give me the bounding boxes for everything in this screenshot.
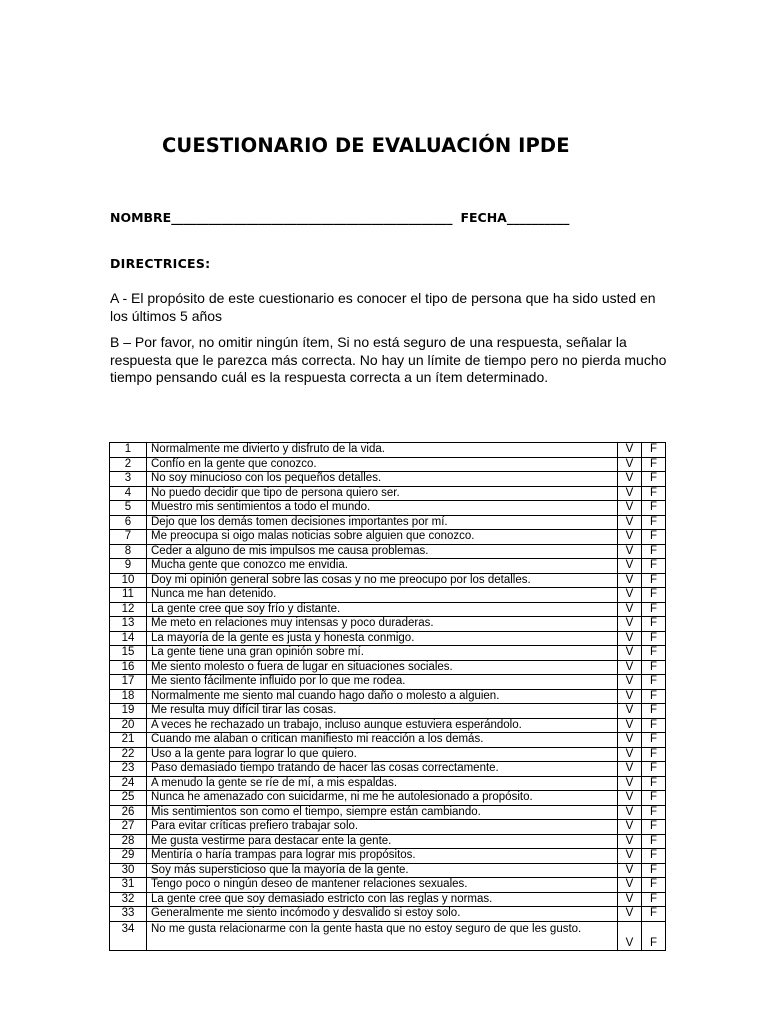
false-option[interactable]: F: [642, 762, 666, 777]
item-number: 11: [110, 588, 147, 603]
table-row: [110, 878, 666, 893]
table-row: [110, 820, 666, 835]
true-option[interactable]: V: [618, 718, 642, 733]
table-row: [110, 602, 666, 617]
item-text: Soy más supersticioso que la mayoría de la gente.: [147, 863, 618, 878]
table-row: [110, 631, 666, 646]
item-text: La mayoría de la gente es justa y honesta conmigo.: [147, 631, 618, 646]
table-row: [110, 907, 666, 922]
item-number: 26: [110, 805, 147, 820]
table-row: [110, 457, 666, 472]
false-option[interactable]: F: [642, 443, 666, 458]
item-number: 19: [110, 704, 147, 719]
false-option[interactable]: F: [642, 675, 666, 690]
item-text: Me preocupa si oigo malas noticias sobre alguien que conozco.: [147, 530, 618, 545]
false-option[interactable]: F: [642, 921, 666, 950]
item-number: 7: [110, 530, 147, 545]
item-text: Generalmente me siento incómodo y desvalido si estoy solo.: [147, 907, 618, 922]
table-row: [110, 921, 666, 950]
questionnaire-table-body: [110, 443, 666, 951]
item-number: 12: [110, 602, 147, 617]
true-option[interactable]: V: [618, 588, 642, 603]
questionnaire-table: [109, 442, 666, 951]
true-option[interactable]: V: [618, 834, 642, 849]
item-text: A veces he rechazado un trabajo, incluso aunque estuviera esperándolo.: [147, 718, 618, 733]
table-row: [110, 544, 666, 559]
item-number: 27: [110, 820, 147, 835]
true-option[interactable]: V: [618, 443, 642, 458]
false-option[interactable]: F: [642, 501, 666, 516]
true-option[interactable]: V: [618, 457, 642, 472]
item-text: A menudo la gente se ríe de mí, a mis espaldas.: [147, 776, 618, 791]
item-text: No me gusta relacionarme con la gente hasta que no estoy seguro de que les gusto.: [147, 921, 618, 950]
item-text: No soy minucioso con los pequeños detalles.: [147, 472, 618, 487]
true-option[interactable]: V: [618, 631, 642, 646]
item-number: 22: [110, 747, 147, 762]
table-row: [110, 718, 666, 733]
item-number: 4: [110, 486, 147, 501]
item-text: Tengo poco o ningún deseo de mantener relaciones sexuales.: [147, 878, 618, 893]
false-option[interactable]: F: [642, 617, 666, 632]
false-option[interactable]: F: [642, 849, 666, 864]
item-text: Nunca me han detenido.: [147, 588, 618, 603]
item-text: Mis sentimientos son como el tiempo, siempre están cambiando.: [147, 805, 618, 820]
item-text: Cuando me alaban o critican manifiesto mi reacción a los demás.: [147, 733, 618, 748]
true-option[interactable]: V: [618, 501, 642, 516]
item-number: 18: [110, 689, 147, 704]
true-option[interactable]: V: [618, 820, 642, 835]
false-option[interactable]: F: [642, 486, 666, 501]
false-option[interactable]: F: [642, 530, 666, 545]
true-option[interactable]: V: [618, 776, 642, 791]
directives-heading: DIRECTRICES:: [110, 256, 211, 271]
table-row: [110, 733, 666, 748]
true-option[interactable]: V: [618, 515, 642, 530]
item-text: Ceder a alguno de mis impulsos me causa problemas.: [147, 544, 618, 559]
table-row: [110, 849, 666, 864]
item-number: 1: [110, 443, 147, 458]
false-option[interactable]: F: [642, 544, 666, 559]
item-number: 5: [110, 501, 147, 516]
false-option[interactable]: F: [642, 878, 666, 893]
true-option[interactable]: V: [618, 878, 642, 893]
item-text: Uso a la gente para lograr lo que quiero.: [147, 747, 618, 762]
item-text: Para evitar críticas prefiero trabajar solo.: [147, 820, 618, 835]
false-option[interactable]: F: [642, 863, 666, 878]
item-number: 30: [110, 863, 147, 878]
table-row: [110, 472, 666, 487]
false-option[interactable]: F: [642, 631, 666, 646]
false-option[interactable]: F: [642, 776, 666, 791]
false-option[interactable]: F: [642, 892, 666, 907]
item-number: 31: [110, 878, 147, 893]
true-option[interactable]: V: [618, 762, 642, 777]
directive-b: B – Por favor, no omitir ningún ítem, Si no está seguro de una respuesta, señalar la respuesta que le parezca más correcta. No hay un límite de tiempo pero no pierda mucho tiempo pensando cuál es la respuesta correcta a un ítem determinado.: [110, 334, 667, 385]
item-number: 10: [110, 573, 147, 588]
nombre-field: NOMBRE_____________________________________________: [110, 210, 453, 225]
table-row: [110, 805, 666, 820]
false-option[interactable]: F: [642, 602, 666, 617]
name-date-line: [110, 210, 569, 225]
item-number: 2: [110, 457, 147, 472]
table-row: [110, 675, 666, 690]
item-number: 33: [110, 907, 147, 922]
false-option[interactable]: F: [642, 515, 666, 530]
item-number: 34: [110, 921, 147, 950]
table-row: [110, 762, 666, 777]
false-option[interactable]: F: [642, 472, 666, 487]
item-number: 13: [110, 617, 147, 632]
item-text: Muestro mis sentimientos a todo el mundo.: [147, 501, 618, 516]
item-text: Confío en la gente que conozco.: [147, 457, 618, 472]
item-number: 8: [110, 544, 147, 559]
true-option[interactable]: V: [618, 805, 642, 820]
false-option[interactable]: F: [642, 733, 666, 748]
item-text: La gente tiene una gran opinión sobre mí.: [147, 646, 618, 661]
table-row: [110, 486, 666, 501]
table-row: [110, 863, 666, 878]
true-option[interactable]: V: [618, 791, 642, 806]
false-option[interactable]: F: [642, 559, 666, 574]
true-option[interactable]: V: [618, 559, 642, 574]
true-option[interactable]: V: [618, 544, 642, 559]
item-number: 29: [110, 849, 147, 864]
true-option[interactable]: V: [618, 733, 642, 748]
item-number: 23: [110, 762, 147, 777]
false-option[interactable]: F: [642, 820, 666, 835]
item-number: 24: [110, 776, 147, 791]
item-number: 17: [110, 675, 147, 690]
false-option[interactable]: F: [642, 660, 666, 675]
false-option[interactable]: F: [642, 805, 666, 820]
item-text: Normalmente me siento mal cuando hago daño o molesto a alguien.: [147, 689, 618, 704]
item-text: Paso demasiado tiempo tratando de hacer las cosas correctamente.: [147, 762, 618, 777]
true-option[interactable]: V: [618, 486, 642, 501]
table-row: [110, 834, 666, 849]
item-number: 3: [110, 472, 147, 487]
table-row: [110, 646, 666, 661]
false-option[interactable]: F: [642, 573, 666, 588]
item-number: 16: [110, 660, 147, 675]
item-number: 14: [110, 631, 147, 646]
true-option[interactable]: V: [618, 689, 642, 704]
table-row: [110, 689, 666, 704]
true-option[interactable]: V: [618, 472, 642, 487]
table-row: [110, 588, 666, 603]
true-option[interactable]: V: [618, 617, 642, 632]
item-number: 28: [110, 834, 147, 849]
item-text: La gente cree que soy frío y distante.: [147, 602, 618, 617]
item-text: Mucha gente que conozco me envidia.: [147, 559, 618, 574]
true-option[interactable]: V: [618, 907, 642, 922]
false-option[interactable]: F: [642, 704, 666, 719]
table-row: [110, 747, 666, 762]
true-option[interactable]: V: [618, 530, 642, 545]
item-text: Nunca he amenazado con suicidarme, ni me he autolesionado a propósito.: [147, 791, 618, 806]
item-text: Me siento fácilmente influido por lo que me rodea.: [147, 675, 618, 690]
item-text: No puedo decidir que tipo de persona quiero ser.: [147, 486, 618, 501]
table-row: [110, 704, 666, 719]
false-option[interactable]: F: [642, 718, 666, 733]
table-row: [110, 617, 666, 632]
item-text: La gente cree que soy demasiado estricto con las reglas y normas.: [147, 892, 618, 907]
table-row: [110, 530, 666, 545]
item-text: Me resulta muy difícil tirar las cosas.: [147, 704, 618, 719]
item-text: Normalmente me divierto y disfruto de la vida.: [147, 443, 618, 458]
table-row: [110, 660, 666, 675]
item-text: Mentiría o haría trampas para lograr mis propósitos.: [147, 849, 618, 864]
true-option[interactable]: V: [618, 573, 642, 588]
table-row: [110, 501, 666, 516]
table-row: [110, 776, 666, 791]
table-row: [110, 559, 666, 574]
item-number: 15: [110, 646, 147, 661]
true-option[interactable]: V: [618, 921, 642, 950]
item-number: 6: [110, 515, 147, 530]
false-option[interactable]: F: [642, 457, 666, 472]
true-option[interactable]: V: [618, 747, 642, 762]
false-option[interactable]: F: [642, 907, 666, 922]
item-text: Doy mi opinión general sobre las cosas y no me preocupo por los detalles.: [147, 573, 618, 588]
item-text: Dejo que los demás tomen decisiones importantes por mí.: [147, 515, 618, 530]
table-row: [110, 892, 666, 907]
true-option[interactable]: V: [618, 660, 642, 675]
false-option[interactable]: F: [642, 747, 666, 762]
true-option[interactable]: V: [618, 892, 642, 907]
table-row: [110, 573, 666, 588]
true-option[interactable]: V: [618, 646, 642, 661]
true-option[interactable]: V: [618, 863, 642, 878]
item-number: 9: [110, 559, 147, 574]
item-text: Me gusta vestirme para destacar ente la gente.: [147, 834, 618, 849]
item-text: Me meto en relaciones muy intensas y poco duraderas.: [147, 617, 618, 632]
item-number: 21: [110, 733, 147, 748]
item-number: 25: [110, 791, 147, 806]
false-option[interactable]: F: [642, 646, 666, 661]
table-row: [110, 515, 666, 530]
true-option[interactable]: V: [618, 704, 642, 719]
false-option[interactable]: F: [642, 588, 666, 603]
table-row: [110, 791, 666, 806]
false-option[interactable]: F: [642, 834, 666, 849]
false-option[interactable]: F: [642, 689, 666, 704]
true-option[interactable]: V: [618, 675, 642, 690]
document-title: CUESTIONARIO DE EVALUACIÓN IPDE: [162, 134, 570, 157]
true-option[interactable]: V: [618, 602, 642, 617]
item-text: Me siento molesto o fuera de lugar en situaciones sociales.: [147, 660, 618, 675]
true-option[interactable]: V: [618, 849, 642, 864]
table-row: [110, 443, 666, 458]
fecha-field: FECHA__________: [460, 210, 570, 225]
item-number: 32: [110, 892, 147, 907]
item-number: 20: [110, 718, 147, 733]
directive-a: A - El propósito de este cuestionario es conocer el tipo de persona que ha sido usted en los últimos 5 años: [110, 290, 656, 324]
false-option[interactable]: F: [642, 791, 666, 806]
